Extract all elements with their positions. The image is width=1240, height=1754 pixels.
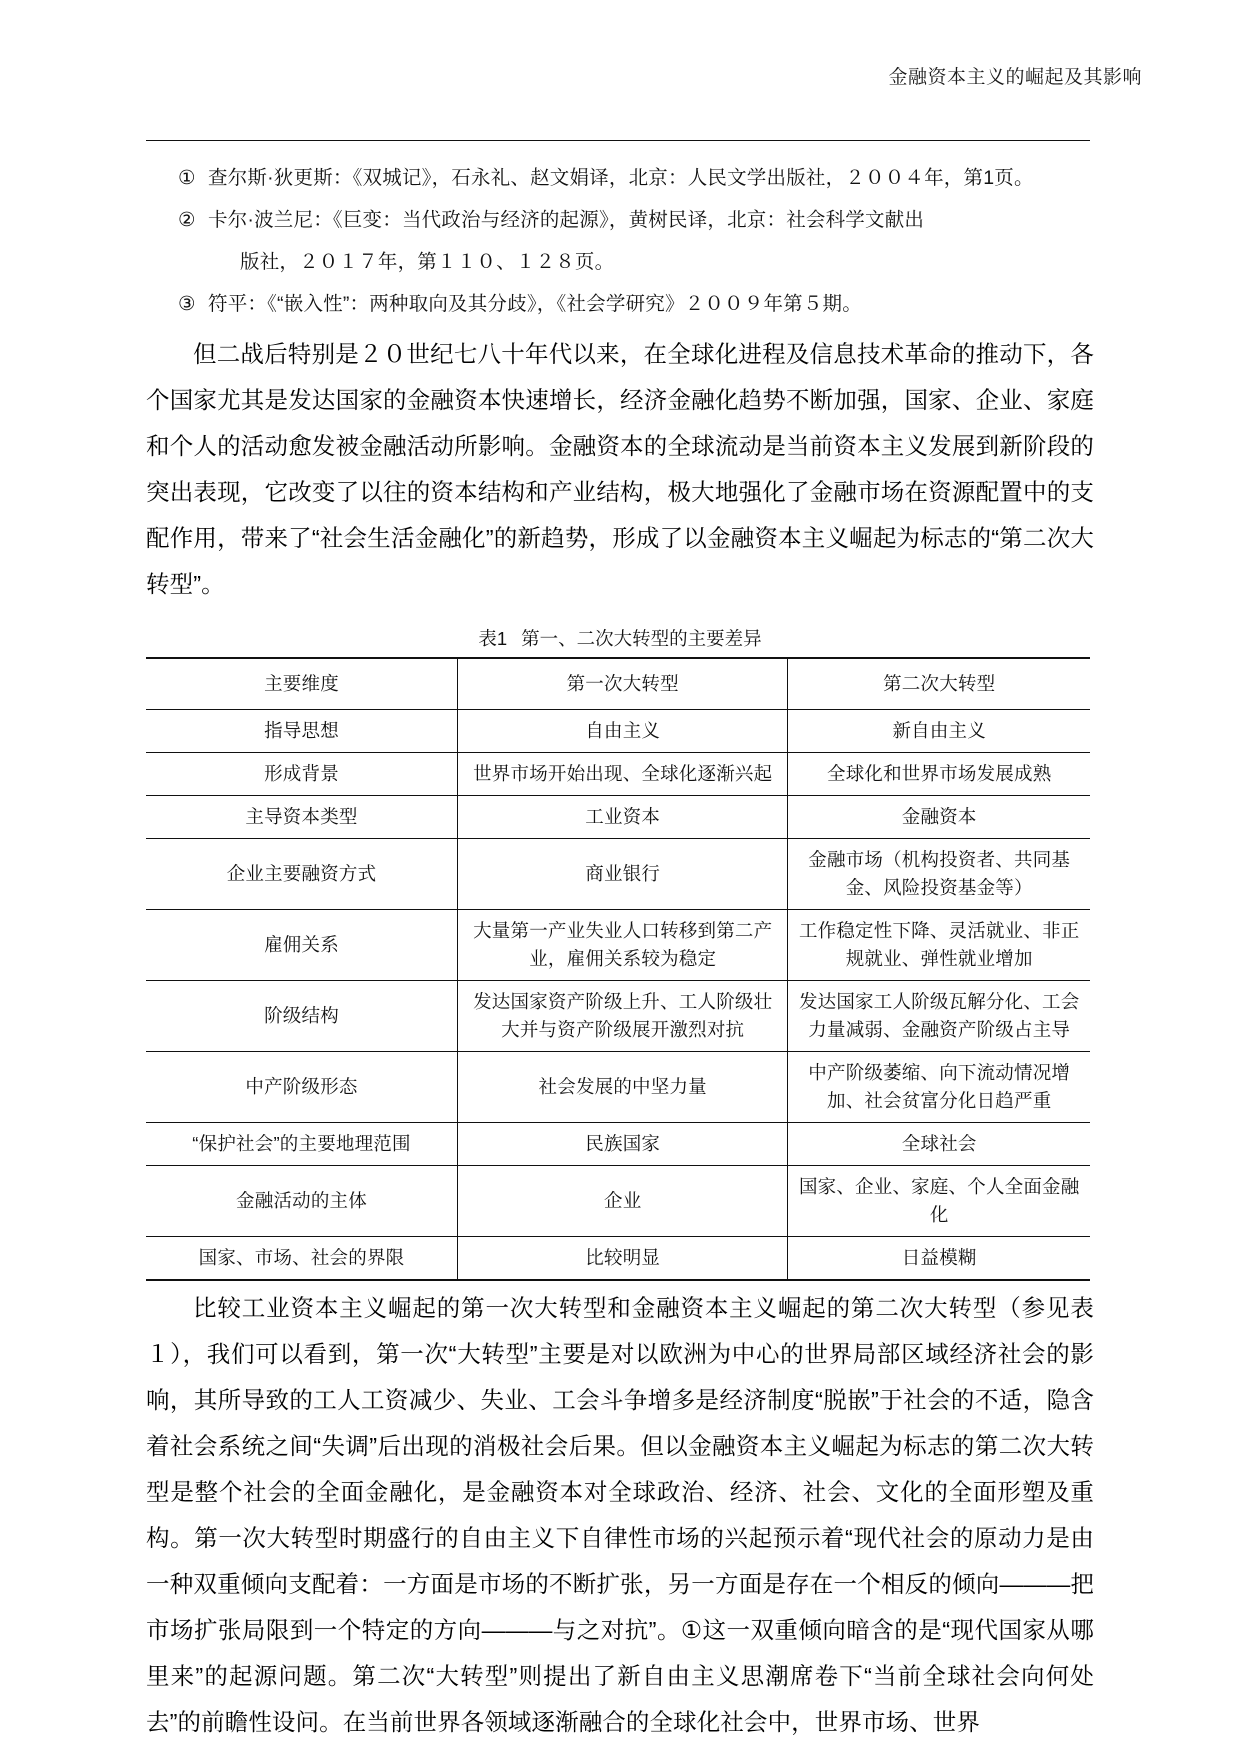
- table-cell-second: 工作稳定性下降、灵活就业、非正规就业、弹性就业增加: [788, 910, 1090, 981]
- table-header-row: [146, 658, 1090, 710]
- table-cell-first: 工业资本: [458, 796, 788, 839]
- table-row: [146, 910, 1090, 981]
- footnote-separator-rule: [146, 140, 1090, 141]
- footnote-item: [146, 157, 1094, 199]
- table-cell-second: 中产阶级萎缩、向下流动情况增加、社会贫富分化日趋严重: [788, 1052, 1090, 1123]
- table-header-cell: 主要维度: [146, 658, 458, 710]
- footnote-item: [146, 283, 1094, 325]
- body-paragraph-before-table: 但二战后特别是２０世纪七八十年代以来，在全球化进程及信息技术革命的推动下，各个国家尤其是发达国家的金融资本快速增长，经济金融化趋势不断加强，国家、企业、家庭和个人的活动愈发被金融活动所影响。金融资本的全球流动是当前资本主义发展到新阶段的突出表现，它改变了以往的资本结构和产业结构，极大地强化了金融市场在资源配置中的支配作用，带来了“社会生活金融化”的新趋势，形成了以金融资本主义崛起为标志的“第二次大转型”。: [146, 341, 1094, 597]
- table-cell-dimension: 指导思想: [146, 710, 458, 753]
- table-row: [146, 981, 1090, 1052]
- comparison-table: [146, 657, 1090, 1281]
- table-row: [146, 1052, 1090, 1123]
- table-cell-first: 企业: [458, 1166, 788, 1237]
- footnote-text: 符平：《“嵌入性”：两种取向及其分歧》，《社会学研究》２００９年第５期。: [208, 293, 862, 315]
- table-cell-dimension: 金融活动的主体: [146, 1166, 458, 1237]
- table-row: [146, 796, 1090, 839]
- table-cell-dimension: “保护社会”的主要地理范围: [146, 1123, 458, 1166]
- table-cell-second: 国家、企业、家庭、个人全面金融化: [788, 1166, 1090, 1237]
- running-header-title: 金融资本主义的崛起及其影响: [888, 67, 1142, 88]
- footnote-item: [146, 199, 1094, 241]
- table-cell-dimension: 企业主要融资方式: [146, 839, 458, 910]
- table-cell-dimension: 雇佣关系: [146, 910, 458, 981]
- table-cell-second: 全球社会: [788, 1123, 1090, 1166]
- table-cell-first: 发达国家资产阶级上升、工人阶级壮大并与资产阶级展开激烈对抗: [458, 981, 788, 1052]
- table-cell-second: 全球化和世界市场发展成熟: [788, 753, 1090, 796]
- table-cell-dimension: 国家、市场、社会的界限: [146, 1237, 458, 1281]
- table-cell-dimension: 中产阶级形态: [146, 1052, 458, 1123]
- footnote-marker: ②: [178, 209, 196, 231]
- table-row: [146, 1237, 1090, 1281]
- table-row: [146, 1166, 1090, 1237]
- footnote-marker: ①: [178, 167, 196, 189]
- table-header-cell: 第一次大转型: [458, 658, 788, 710]
- table-cell-second: 金融资本: [788, 796, 1090, 839]
- footnote-marker: ③: [178, 293, 196, 315]
- table-row: [146, 839, 1090, 910]
- table-row: [146, 1123, 1090, 1166]
- table-body: [146, 658, 1090, 1280]
- table-cell-first: 世界市场开始出现、全球化逐渐兴起: [458, 753, 788, 796]
- table-row: [146, 753, 1090, 796]
- footnote-text: 查尔斯·狄更斯：《双城记》，石永礼、赵文娟译，北京：人民文学出版社，２００４年，第1页。: [208, 167, 1034, 189]
- table-cell-dimension: 阶级结构: [146, 981, 458, 1052]
- footnote-list: [146, 157, 1094, 325]
- page-content: [146, 140, 1094, 1745]
- table-cell-second: 日益模糊: [788, 1237, 1090, 1281]
- table-row: [146, 710, 1090, 753]
- table-cell-first: 比较明显: [458, 1237, 788, 1281]
- table-header-cell: 第二次大转型: [788, 658, 1090, 710]
- table-cell-first: 大量第一产业失业人口转移到第二产业，雇佣关系较为稳定: [458, 910, 788, 981]
- table-cell-second: 发达国家工人阶级瓦解分化、工会力量减弱、金融资产阶级占主导: [788, 981, 1090, 1052]
- table-cell-dimension: 主导资本类型: [146, 796, 458, 839]
- footnote-text: 卡尔·波兰尼：《巨变：当代政治与经济的起源》，黄树民译，北京：社会科学文献出: [208, 209, 925, 231]
- table-cell-first: 自由主义: [458, 710, 788, 753]
- table-caption-label: 表1: [478, 628, 508, 649]
- table-cell-first: 民族国家: [458, 1123, 788, 1166]
- table-cell-first: 商业银行: [458, 839, 788, 910]
- table-cell-first: 社会发展的中坚力量: [458, 1052, 788, 1123]
- table-caption-title: 第一、二次大转型的主要差异: [521, 628, 762, 649]
- table-cell-dimension: 形成背景: [146, 753, 458, 796]
- table-caption: [146, 625, 1094, 651]
- table-cell-second: 新自由主义: [788, 710, 1090, 753]
- footnote-text-continued: 版社，２０１７年，第１１０、１２８页。: [240, 251, 615, 273]
- body-paragraph-after-table: 比较工业资本主义崛起的第一次大转型和金融资本主义崛起的第二次大转型（参见表１），我们可以看到，第一次“大转型”主要是对以欧洲为中心的世界局部区域经济社会的影响，其所导致的工人工资减少、失业、工会斗争增多是经济制度“脱嵌”于社会的不适，隐含着社会系统之间“失调”后出现的消极社会后果。但以金融资本主义崛起为标志的第二次大转型是整个社会的全面金融化，是金融资本对全球政治、经济、社会、文化的全面形塑及重构。第一次大转型时期盛行的自由主义下自律性市场的兴起预示着“现代社会的原动力是由一种双重倾向支配着：一方面是市场的不断扩张，另一方面是存在一个相反的倾向———把市场扩张局限到一个特定的方向———与之对抗”。①这一双重倾向暗含的是“现代国家从哪里来”的起源问题。第二次“大转型”则提出了新自由主义思潮席卷下“当前全球社会向何处去”的前瞻性设问。在当前世界各领域逐渐融合的全球化社会中，世界市场、世界: [146, 1295, 1094, 1735]
- table-cell-second: 金融市场（机构投资者、共同基金、风险投资基金等）: [788, 839, 1090, 910]
